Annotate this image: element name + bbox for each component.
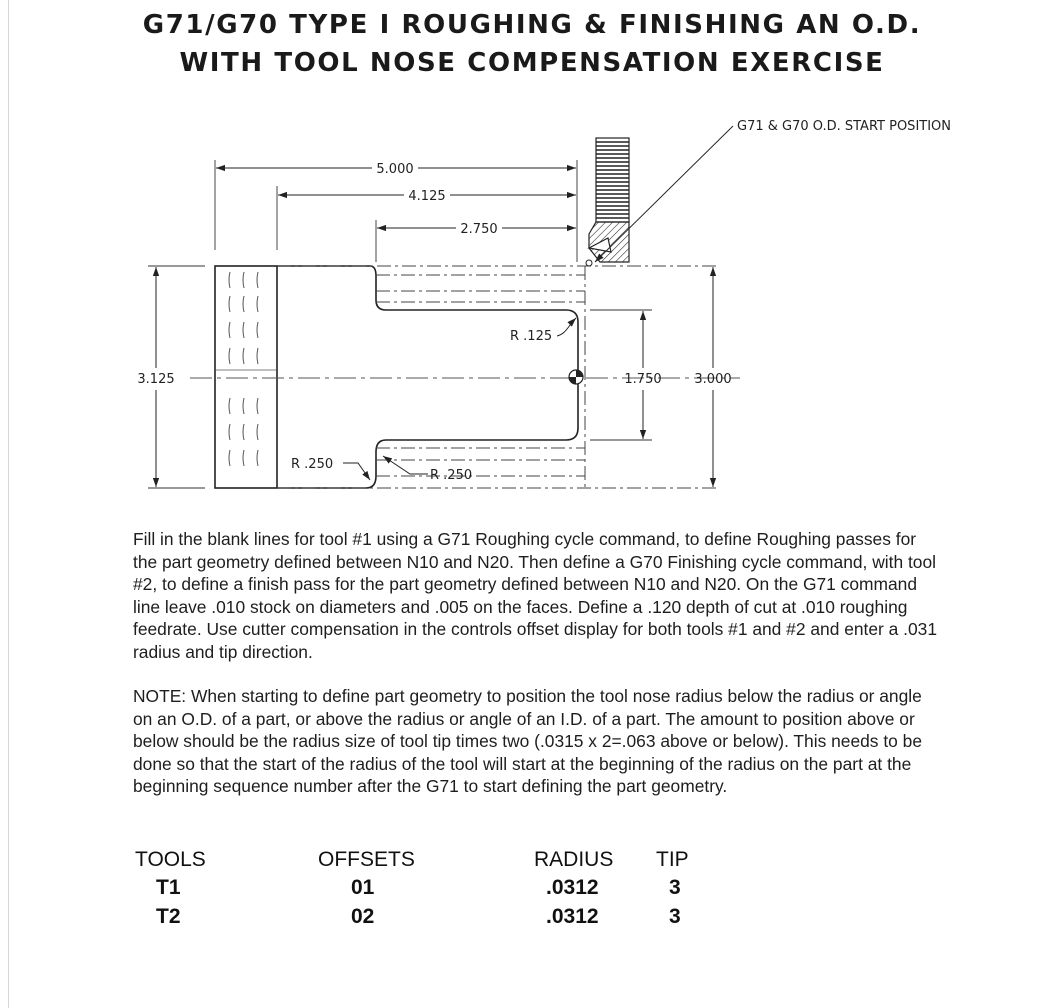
tools-header: TOOLS — [135, 848, 206, 871]
dim-label-r250-bottom: R .250 — [430, 468, 473, 483]
leader-r125 — [557, 318, 576, 336]
tip-header: TIP — [656, 848, 689, 871]
dim-label-1750: 1.750 — [624, 372, 662, 387]
dim-label-4125: 4.125 — [408, 189, 446, 204]
dim-label-r250: R .250 — [291, 457, 334, 472]
page-title-line-1: G71/G70 TYPE I ROUGHING & FINISHING AN O.D. — [142, 10, 922, 40]
jaw-serrations — [216, 272, 276, 466]
cutting-tool — [586, 138, 629, 266]
tool-t2-tip: 3 — [669, 905, 681, 928]
offsets-header: OFFSETS — [318, 848, 415, 871]
dim-label-3125: 3.125 — [137, 372, 175, 387]
finished-profile — [277, 266, 578, 488]
extension-lines — [148, 160, 652, 488]
dim-label-r125: R .125 — [510, 329, 553, 344]
program-zero-symbol — [569, 370, 583, 384]
tool-t2-name: T2 — [156, 905, 181, 928]
instructions-text: Fill in the blank lines for tool #1 using a G71 Roughing cycle command, to define Roughing passes for the part geometry defined between N10 and N20. Then define a G70 Finishing cycle command, with tool #2, to define a finish pass for the part geometry defined between N10 and N20. On the G71 command line leave .010 stock on diameters and .005 on the faces. Define a .120 depth of cut at .010 roughing feedrate. Use cutter compensation in the controls offset display for both tools #1 and #2 and enter a .031 radius and tip direction. — [133, 529, 938, 662]
dim-label-3000: 3.000 — [694, 372, 732, 387]
tool-t2-offset: 02 — [351, 905, 375, 928]
tool-t1-offset: 01 — [351, 876, 375, 899]
leader-r250-bottom — [383, 456, 428, 474]
part-outline — [215, 266, 578, 488]
tool-t2-radius: .0312 — [546, 905, 599, 928]
note-text: NOTE: When starting to define part geometry to position the tool nose radius below the radius or angle on an O.D. of a part, or above the radius or angle of an I.D. of a part. The amount to position above or below should be the radius size of tool tip times two (.0315 x 2=.063 above or below). This needs to be done so that the start of the radius of the tool will start at the beginning of the radius on the part at the beginning sequence number after the G71 to start defining the part geometry. — [133, 686, 923, 796]
dim-label-2750: 2.750 — [460, 222, 498, 237]
tool-t1-name: T1 — [156, 876, 181, 899]
leader-r250 — [343, 463, 370, 480]
start-position-label: G71 & G70 O.D. START POSITION — [737, 119, 952, 134]
radius-header: RADIUS — [534, 848, 614, 871]
tool-t1-radius: .0312 — [546, 876, 599, 899]
page-title-line-2: WITH TOOL NOSE COMPENSATION EXERCISE — [179, 48, 885, 78]
chuck-jaw — [215, 266, 277, 488]
tool-t1-tip: 3 — [669, 876, 681, 899]
dim-label-5000: 5.000 — [376, 162, 414, 177]
